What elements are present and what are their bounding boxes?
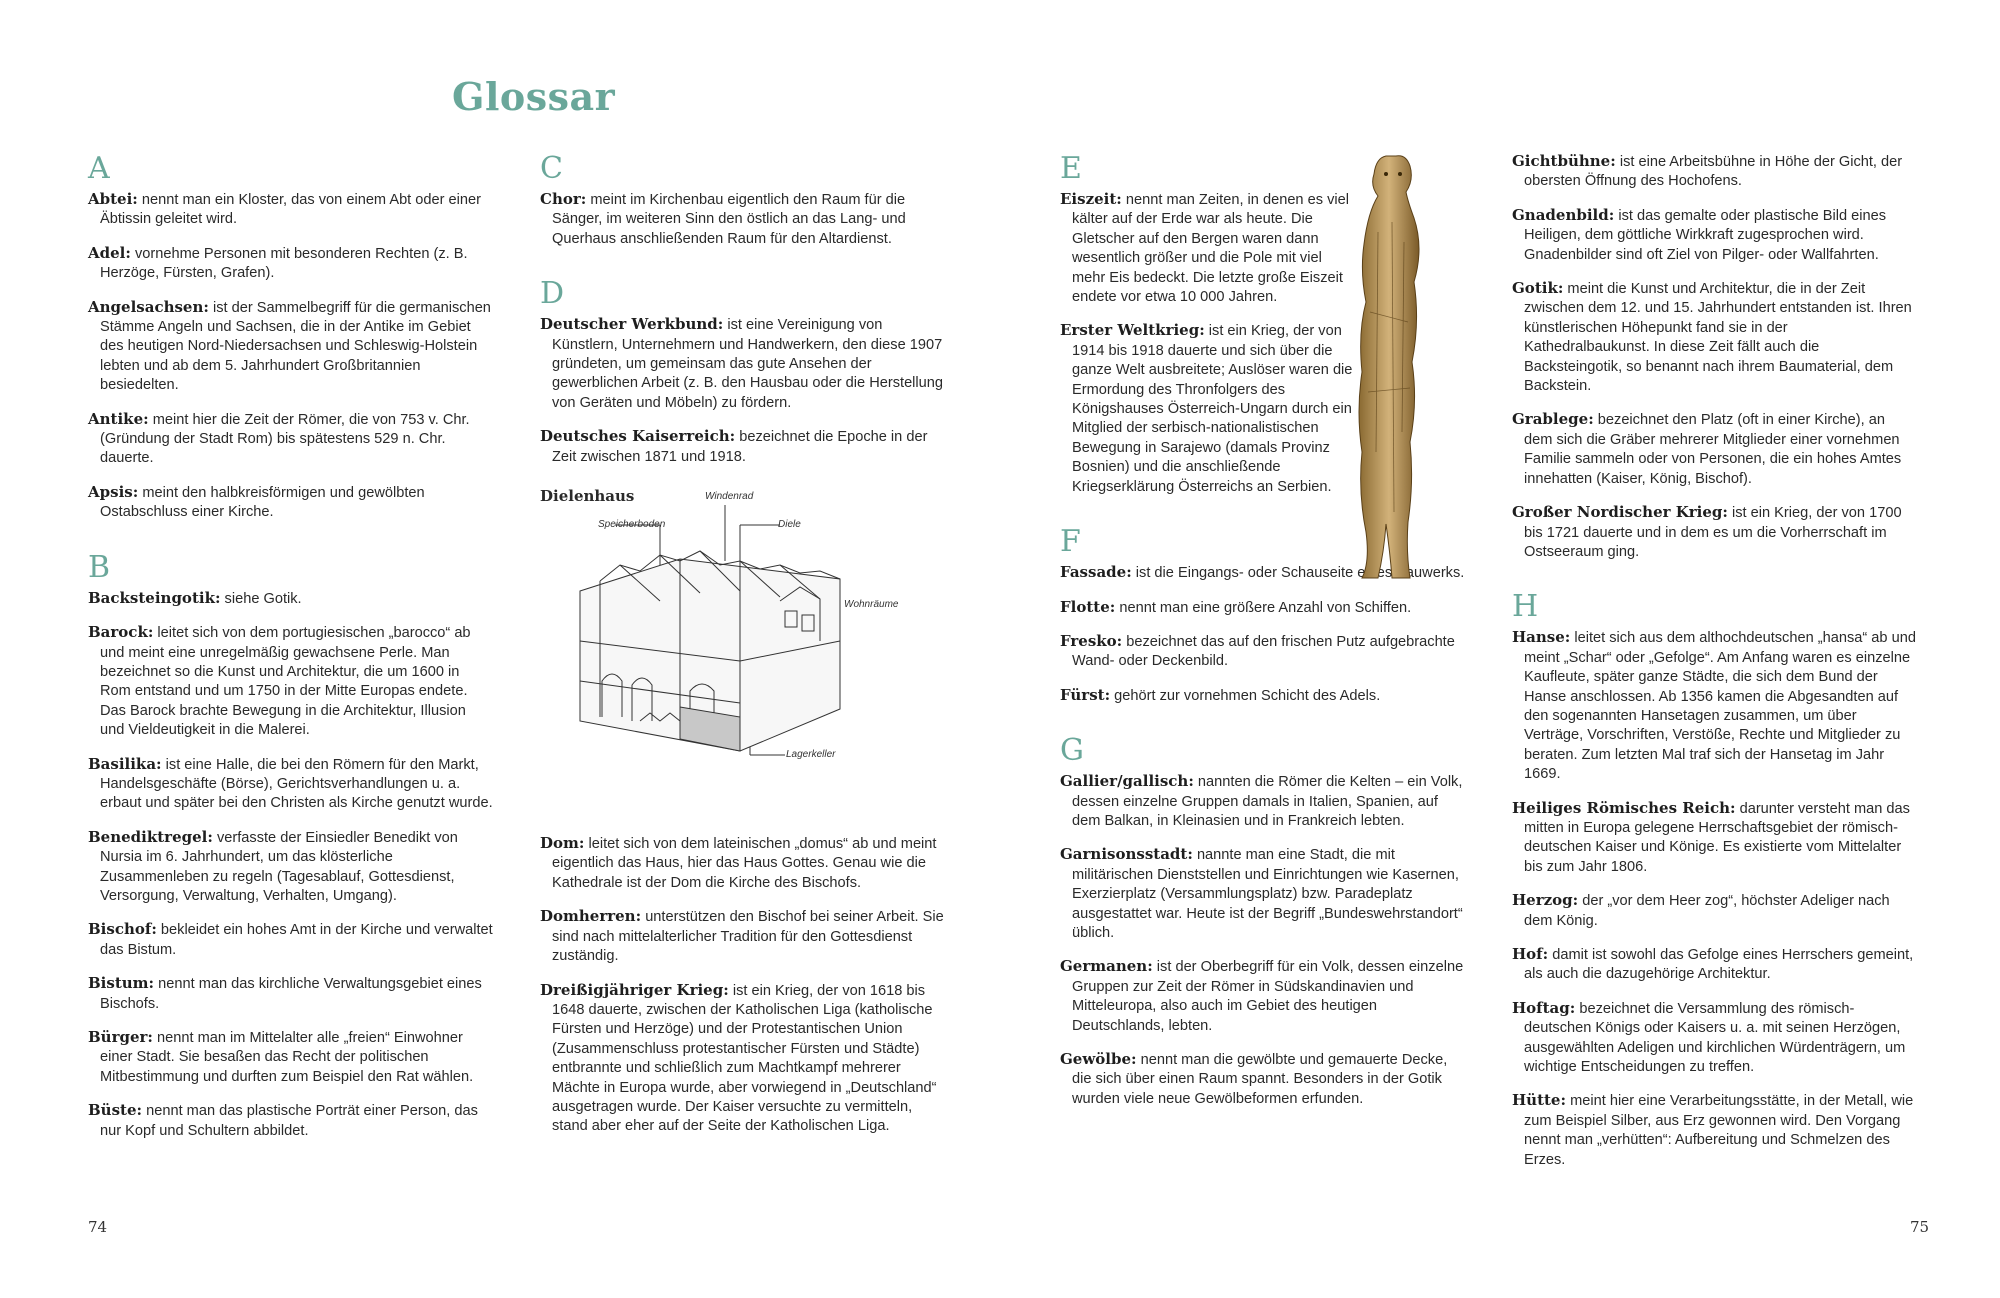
glossary-term: Herzog: xyxy=(1512,891,1579,910)
glossary-term: Heiliges Römisches Reich: xyxy=(1512,798,1736,817)
glossary-entry xyxy=(1060,321,1357,497)
dielenhaus-diagram xyxy=(540,481,940,816)
page-title: Glossar xyxy=(452,74,616,119)
glossary-definition: ist ein Krieg, der von 1914 bis 1918 dauerte und sich über die ganze Welt ausbreitete; Auslöser waren die Ermordung des Thronfolgers des Königshauses Österreich-Ungarn durch ein Mitglied der serbisch-nationalistischen Bewegung in Sarajewo (damals Provinz Bosnien) und die anschließende Kriegserklärung Österreichs an Serbien. xyxy=(1072,323,1353,495)
glossary-term: Dom: xyxy=(540,834,585,853)
glossary-definition: meint hier eine Verarbeitungsstätte, in der Metall, wie zum Beispiel Silber, aus Erz gewonnen wird. Den Vorgang nennt man „verhütten“: Aufbereitung und Schmelzen des Erzes. xyxy=(1524,1093,1914,1168)
section-letter-heading: G xyxy=(1060,733,1084,769)
glossary-entry xyxy=(88,974,493,1014)
glossary-entry xyxy=(1060,632,1465,672)
glossary-term: Hof: xyxy=(1512,945,1549,963)
glossary-term: Domherren: xyxy=(540,907,642,926)
glossary-entry xyxy=(1060,772,1465,831)
section-letter-heading: E xyxy=(1060,151,1082,186)
glossary-entry xyxy=(1512,799,1917,878)
glossary-definition: nennt man eine größere Anzahl von Schiffen. xyxy=(1115,599,1412,616)
lion-man-figurine-image xyxy=(1348,152,1438,582)
glossary-definition: meint hier die Zeit der Römer, die von 753 v. Chr. (Gründung der Stadt Rom) bis spätestens 529 n. Chr. dauerte. xyxy=(100,411,470,467)
glossary-definition: ist der Sammelbegriff für die germanischen Stämme Angeln und Sachsen, die in der Antike im Gebiet des heutigen Nord-Niedersachsen und Schleswig-Holstein lebten und ab dem 5. Jahrhundert Großbritannien besiedelten. xyxy=(100,299,491,394)
label-wohnraeume: Wohnräume xyxy=(844,599,899,611)
glossary-entry xyxy=(540,907,945,966)
glossary-entry xyxy=(1512,152,1917,192)
glossary-entry xyxy=(1512,999,1917,1078)
glossary-entry xyxy=(1060,598,1465,618)
glossary-term: Fresko: xyxy=(1060,631,1123,650)
glossary-term: Grablege: xyxy=(1512,410,1594,429)
glossary-term: Gnadenbild: xyxy=(1512,205,1615,224)
glossary-term: Adel: xyxy=(88,243,131,262)
glossary-entry xyxy=(88,589,493,609)
glossary-entry xyxy=(88,1028,493,1087)
glossary-term: Deutscher Werkbund: xyxy=(540,315,724,334)
glossary-term: Chor: xyxy=(540,190,587,208)
glossary-column-4 xyxy=(1512,152,1917,1184)
glossary-term: Abtei: xyxy=(88,190,138,208)
glossary-term: Dreißigjähriger Krieg: xyxy=(540,980,729,999)
section-letter-heading: A xyxy=(88,151,110,186)
glossary-definition: darunter versteht man das mitten in Europa gelegene Herrschaftsgebiet der römisch-deutschen Kaiser und Könige. Es existierte vom Mittelalter bis zum Jahr 1806. xyxy=(1524,800,1910,875)
page-number-left: 74 xyxy=(88,1218,108,1236)
glossary-definition: nennt man ein Kloster, das von einem Abt oder einer Äbtissin geleitet wird. xyxy=(100,192,482,228)
glossary-term: Bischof: xyxy=(88,920,157,939)
glossary-entry xyxy=(1060,1050,1465,1109)
glossary-definition: nennt man Zeiten, in denen es viel kälter auf der Erde war als heute. Die Gletscher auf den Bergen waren dann wesentlich größer und die Pole mit viel mehr Eis bedeckt. Die letzte große Eiszeit endete vor etwa 10 000 Jahren. xyxy=(1072,192,1349,306)
glossary-entry xyxy=(540,315,945,413)
glossary-term: Apsis: xyxy=(88,482,139,501)
glossary-entry xyxy=(88,828,493,907)
glossary-entry xyxy=(540,834,945,893)
glossary-column-2 xyxy=(540,152,945,1151)
glossary-term: Gewölbe: xyxy=(1060,1050,1137,1068)
glossary-term: Gotik: xyxy=(1512,279,1564,298)
glossary-definition: siehe Gotik. xyxy=(220,590,302,607)
label-windenrad: Windenrad xyxy=(705,491,754,503)
glossary-definition: ist eine Arbeitsbühne in Höhe der Gicht, der obersten Öffnung des Hochofens. xyxy=(1524,154,1903,190)
glossary-definition: ist ein Krieg, der von 1700 bis 1721 dauerte und in dem es um die Vorherrschaft im Ostseeraum ging. xyxy=(1524,505,1902,560)
glossary-entry xyxy=(1512,206,1917,265)
label-speicherboden: Speicherboden xyxy=(598,519,666,531)
glossary-entry xyxy=(88,483,493,523)
glossary-entry xyxy=(540,981,945,1137)
glossary-definition: nennt man das kirchliche Verwaltungsgebiet eines Bischofs. xyxy=(100,976,482,1012)
glossary-definition: meint die Kunst und Architektur, die in der Zeit zwischen dem 12. und 15. Jahrhundert entstanden ist. Ihren künstlerischen Höhepunkt fand sie in der Kathedralbaukunst. In diese Zeit fällt auch die Backsteingotik, so benannt nach ihrem Baumaterial, dem Backstein. xyxy=(1524,281,1912,395)
glossary-entry xyxy=(540,427,945,467)
glossary-term: Backsteingotik: xyxy=(88,588,221,607)
glossary-definition: meint im Kirchenbau eigentlich den Raum für die Sänger, im weiteren Sinn den östlich an das Lang- und Querhaus anschließenden Raum für den Altardienst. xyxy=(552,192,906,247)
glossary-definition: ist das gemalte oder plastische Bild eines Heiligen, dem göttliche Wirkkraft zugesprochen wird. Gnadenbilder sind oft Ziel von Pilger- oder Wallfahrten. xyxy=(1524,207,1887,263)
glossary-entry xyxy=(1512,1091,1917,1170)
glossary-term: Gichtbühne: xyxy=(1512,152,1616,170)
glossary-entry xyxy=(1512,628,1917,784)
glossary-term: Germanen: xyxy=(1060,957,1153,976)
glossary-definition: nannte man eine Stadt, die mit militärischen Dienststellen und Einrichtungen wie Kasernen, Exerzierplatz (Versammlungsplatz) bzw. Paradeplatz ausgestattet war. Heute ist der Begriff „Bundeswehrstandort“ üblich. xyxy=(1072,847,1463,941)
glossary-entry xyxy=(88,244,493,284)
glossary-term: Barock: xyxy=(88,623,154,642)
section-letter-heading: D xyxy=(540,276,565,312)
glossary-entry xyxy=(88,920,493,960)
glossary-definition: leitet sich von dem lateinischen „domus“ ab und meint eigentlich das Haus, hier das Haus Gottes. Genau wie die Kathedrale ist der Dom die Kirche des Bischofs. xyxy=(552,836,937,891)
glossary-definition: verfasste der Einsiedler Benedikt von Nursia im 6. Jahrhundert, um das klösterliche Zusammenleben zu regeln (Tagesablauf, Gottesdienst, Versorgung, Verwaltung, Verhalten, Umgang). xyxy=(100,829,458,904)
glossary-term: Garnisonsstadt: xyxy=(1060,845,1193,864)
glossary-definition: nennt man im Mittelalter alle „freien“ Einwohner einer Stadt. Sie besaßen das Recht der politischen Mitbestimmung und durften zum Beispiel den Rat wählen. xyxy=(100,1030,474,1085)
glossary-entry xyxy=(540,190,945,249)
glossary-term: Eiszeit: xyxy=(1060,190,1122,208)
glossary-term: Flotte: xyxy=(1060,597,1116,616)
glossary-definition: gehört zur vornehmen Schicht des Adels. xyxy=(1110,687,1381,704)
glossary-term: Erster Weltkrieg: xyxy=(1060,321,1205,340)
glossary-entry xyxy=(1512,410,1917,489)
glossary-term: Gallier/gallisch: xyxy=(1060,772,1194,791)
page-number-right: 75 xyxy=(1910,1218,1930,1236)
glossary-term: Büste: xyxy=(88,1101,143,1120)
glossary-entry xyxy=(1512,945,1917,985)
glossary-term: Hoftag: xyxy=(1512,998,1576,1017)
glossary-term: Bürger: xyxy=(88,1028,153,1046)
glossary-term: Angelsachsen: xyxy=(88,297,209,316)
glossary-entry xyxy=(88,1101,493,1141)
label-lagerkeller: Lagerkeller xyxy=(786,749,836,761)
glossary-definition: nannten die Römer die Kelten – ein Volk, dessen einzelne Gruppen damals in Italien, Spanien, auf dem Balkan, in Kleinasien und in Frankreich lebten. xyxy=(1072,774,1463,829)
glossary-definition: ist die Eingangs- oder Schauseite eines Bauwerks. xyxy=(1131,565,1465,582)
section-letter-heading: F xyxy=(1060,524,1081,560)
glossary-definition: meint den halbkreisförmigen und gewölbten Ostabschluss einer Kirche. xyxy=(100,484,425,521)
glossary-definition: ist eine Halle, die bei den Römern für den Markt, Handelsgeschäfte (Börse), Gerichtsverhandlungen u. a. erbaut und später bei den Christen als Kirche genutzt wurde. xyxy=(100,756,493,812)
glossary-entry xyxy=(1512,503,1917,562)
glossary-term: Fassade: xyxy=(1060,563,1132,582)
glossary-entry xyxy=(88,755,493,814)
glossary-definition: bekleidet ein hohes Amt in der Kirche und verwaltet das Bistum. xyxy=(100,922,493,958)
glossary-definition: nennt man das plastische Porträt einer Person, das nur Kopf und Schultern abbildet. xyxy=(100,1103,478,1139)
glossary-term: Deutsches Kaiserreich: xyxy=(540,427,736,446)
diagram-title: Dielenhaus xyxy=(540,487,635,506)
glossary-definition: leitet sich von dem portugiesischen „barocco“ ab und meint eine unregelmäßig gewachsene Perle. Man bezeichnet so die Kunst und Architektur, die um 1600 in Rom entstand und um 1750 in der Mitte Europas endete. Das Barock brachte Bewegung in die Architektur, Illusion und Vieldeutigkeit in die Malerei. xyxy=(100,625,471,739)
glossary-definition: nennt man die gewölbte und gemauerte Decke, die sich über einen Raum spannt. Besonders in der Gotik wurden viele neue Gewölbeformen erfunden. xyxy=(1072,1052,1448,1107)
glossary-term: Großer Nordischer Krieg: xyxy=(1512,503,1728,522)
dielenhaus-illustration xyxy=(540,481,940,816)
glossary-definition: leitet sich aus dem althochdeutschen „hansa“ ab und meint „Schar“ oder „Gefolge“. Am Anfang waren es einzelne Kaufleute, später ganze Städte, die sich dem Bund der Hanse anschlossen. Ab 1356 kamen die Abgesandten auf den sogenannten Hansetagen zusammen, um über Verträge, Vorschriften, Verstöße, Rechte und Mitglieder zu beraten. Zum letzten Mal traf sich der Hansetag im Jahr 1669. xyxy=(1524,630,1916,783)
section-letter-heading: H xyxy=(1512,589,1539,625)
glossary-column-1 xyxy=(88,152,493,1155)
glossary-term: Basilika: xyxy=(88,754,162,773)
glossary-term: Hanse: xyxy=(1512,628,1571,647)
glossary-entry xyxy=(88,190,493,230)
section-letter-heading: C xyxy=(540,151,563,186)
glossary-entry xyxy=(88,623,493,740)
glossary-definition: unterstützen den Bischof bei seiner Arbeit. Sie sind nach mittelalterlicher Tradition für den Gottesdienst zuständig. xyxy=(552,909,944,965)
glossary-definition: bezeichnet die Versammlung des römisch-deutschen Königs oder Kaisers u. a. mit seinen Herzögen, ausgewählten Adeligen und kirchlichen Würdenträgern, um wichtige Entscheidungen zu treffen. xyxy=(1524,1000,1906,1076)
glossary-definition: ist ein Krieg, der von 1618 bis 1648 dauerte, zwischen der Katholischen Liga (katholische Fürsten und Herzöge) und der Protestantischen Union (Zusammenschluss protestantischer Fürsten und Städte) entbrannte und schließlich zum Machtkampf mehrerer Mächte in Europa wurde, aber vorwiegend in „Deutschland“ ausgetragen wurde. Der Kaiser versuchte zu vermitteln, stand aber eher auf der Seite der Katholischen Liga. xyxy=(552,982,937,1135)
glossary-definition: damit ist sowohl das Gefolge eines Herrschers gemeint, als auch die dazugehörige Architektur. xyxy=(1524,947,1914,983)
glossary-term: Fürst: xyxy=(1060,685,1111,704)
section-letter-heading: B xyxy=(88,549,111,585)
glossary-entry xyxy=(1060,845,1465,943)
glossary-term: Antike: xyxy=(88,409,149,428)
glossary-entry xyxy=(1060,190,1357,307)
glossary-definition: bezeichnet die Epoche in der Zeit zwischen 1871 und 1918. xyxy=(552,429,928,465)
glossary-definition: vornehme Personen mit besonderen Rechten (z. B. Herzöge, Fürsten, Grafen). xyxy=(100,245,468,282)
glossary-term: Hütte: xyxy=(1512,1091,1567,1110)
glossary-entry xyxy=(88,410,493,469)
glossary-entry xyxy=(1060,686,1465,706)
label-diele: Diele xyxy=(778,519,801,531)
glossary-term: Benediktregel: xyxy=(88,827,213,846)
glossary-definition: der „vor dem Heer zog“, höchster Adeliger nach dem König. xyxy=(1524,893,1890,929)
glossary-entry xyxy=(88,298,493,396)
glossary-entry xyxy=(1512,279,1917,396)
glossary-definition: bezeichnet den Platz (oft in einer Kirche), an dem sich die Gräber mehrerer Mitglieder einer vornehmen Familie sammeln oder von Personen, die ein hohes Amtes innehatten (Kaiser, König, Bischof). xyxy=(1524,412,1902,487)
glossary-definition: bezeichnet das auf den frischen Putz aufgebrachte Wand- oder Deckenbild. xyxy=(1072,633,1455,670)
glossary-definition: ist der Oberbegriff für ein Volk, dessen einzelne Gruppen zur Zeit der Römer in Südskandinavien und Mitteleuropa, also auch im Gebiet des heutigen Deutschlands, lebten. xyxy=(1072,959,1464,1034)
glossary-entry xyxy=(1060,957,1465,1036)
glossary-definition: ist eine Vereinigung von Künstlern, Unternehmern und Handwerkern, den diese 1907 gründeten, um gemeinsam das gute Ansehen der gewerblichen Arbeit (z. B. den Hausbau oder die Herstellung von Geräten und Möbeln) zu fördern. xyxy=(552,317,944,411)
glossary-term: Bistum: xyxy=(88,974,155,993)
glossary-entry xyxy=(1512,891,1917,931)
